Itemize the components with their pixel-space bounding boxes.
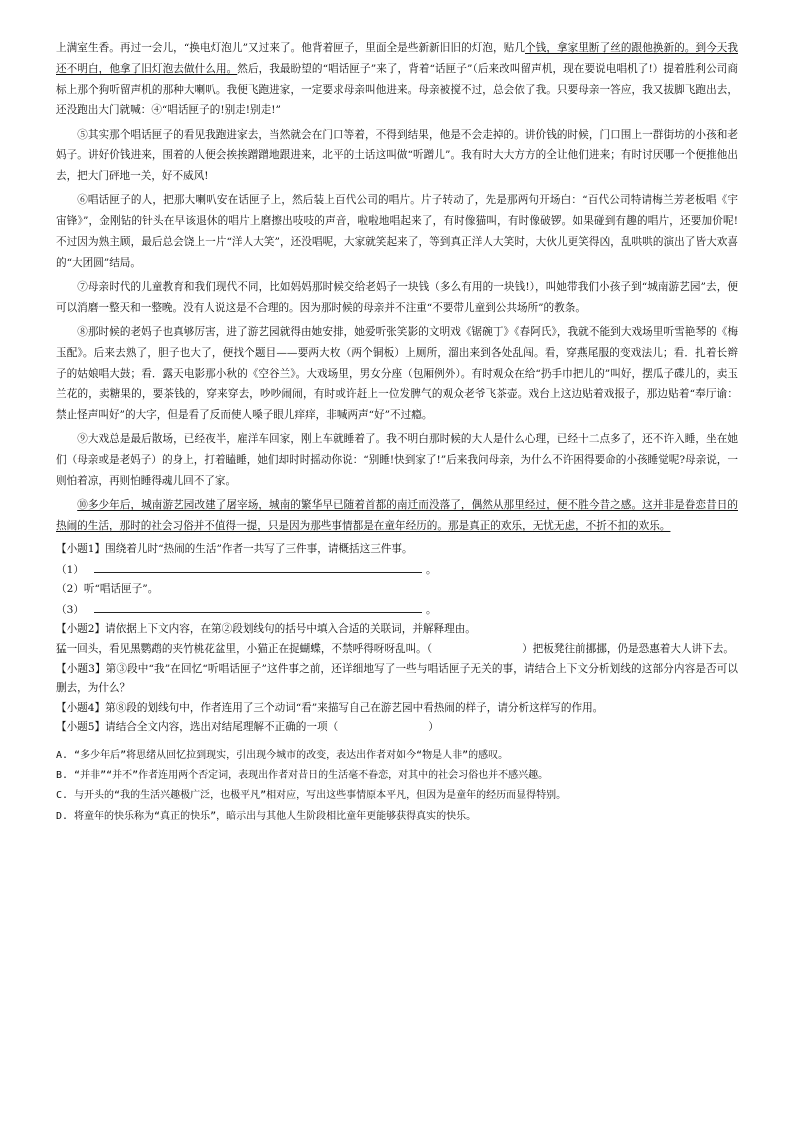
paragraph-9: ⑨大戏总是最后散场，已经夜半，雇洋车回家，刚上车就睡着了。我不明白那时候的大人是什么心理，已经十二点多了，还不许入睡，坐在她们（母亲或是老妈子）的身上，打着瞌睡，她们却时时摇动你说：“别睡!快到家了!”后来我问母亲，为什么不许困得要命的小孩睡觉呢?母亲说，一则怕着凉，再则怕睡得魂儿回不了家。: [56, 433, 738, 487]
question-5-text: 【小题5】请结合全文内容，选出对结尾理解不正确的一项（: [56, 721, 339, 734]
exam-page: [56, 38, 738, 827]
question-1-item-1: [56, 560, 738, 581]
underlined-sentence-intro: 个钱，拿家里断了丝的跟他换新的。到今天我还不明白，他拿了旧灯泡去做什么用。: [56, 42, 739, 75]
item-3-number: （3）: [56, 603, 84, 616]
intro-text-start: 上满室生香。再过一会儿，“换电灯泡儿”又过来了。他背着匣子，里面全是些新新旧旧的灯泡，贴几: [56, 42, 526, 54]
option-a[interactable]: A. “多少年后”将思绪从回忆拉到现实，引出现今城市的改变，表达出作者对如今“物是人非”的感叹。: [56, 750, 509, 761]
paragraph-5: ⑤其实那个唱话匣子的看见我跑进家去，当然就会在门口等着，不得到结果，他是不会走掉的。讲价钱的时候，门口围上一群街坊的小孩和老妈子。讲好价钱进来，围着的人便会挨挨蹭蹭地跟进来，北平的土话这叫做“听蹭儿”。我有时大大方方的全让他们进来；有时讨厌哪一个便推他出去，把大门砰地一关，好不威风!: [56, 128, 738, 183]
answer-blank-3[interactable]: [94, 600, 422, 613]
item-1-number: （1）: [56, 563, 84, 576]
reading-passage: [56, 38, 738, 537]
question-1-item-3: [56, 600, 738, 621]
paragraph-10-underlined: ⑩多少年后，城南游艺园改建了屠宰场，城南的繁华早已随着首都的南迁而没落了，偶然从那里经过，便不胜今昔之感。这并非是眷恋昔日的热闹的生活，那时的社会习俗并不值得一提，只是因为那些事情都是在童年经历的。那是真正的欢乐，无忧无虑，不折不扣的欢乐。: [56, 499, 738, 532]
question-4-title: 【小题4】第⑧段的划线句中，作者连用了三个动词“看”来描写自己在游艺园中看热闹的样子，请分析这样写的作用。: [56, 701, 604, 714]
option-c[interactable]: C. 与开头的“我的生活兴趣极广泛，也极平凡”相对应，写出这些事情原本平凡，但因为是童年的经历而显得特别。: [56, 790, 567, 802]
option-d[interactable]: D. 将童年的快乐称为“真正的快乐”，暗示出与其他人生阶段相比童年更能够获得真实的快乐。: [56, 810, 477, 822]
paragraph-8: ⑧那时候的老妈子也真够厉害，进了游艺园就得由她安排，她爱听张笑影的文明戏《锯碗丁》《春阿氏》，我就不能到大戏场里听雪艳琴的《梅玉配》。后来去熟了，胆子也大了，便找个题目——要两大枚（两个铜板）上厕所，溜出来到各处乱闯。看，穿燕尾服的变戏法儿；看．扎着长辫子的姑娘唱大鼓；看．露天电影那小秋的《空谷兰》。大戏场里，男女分座（包厢例外）。有时观众在给“扔手巾把儿的”叫好，摆瓜子碟儿的，卖玉兰花的，卖糖果的，要茶钱的，穿来穿去，吵吵闹闹，有时或许赶上一位发脾气的观众老爷飞茶壶。戏台上这边贴着戏报子，那边贴着“奉厅谕：禁止怪声叫好”的大字，但是看了反而使人嗓子眼儿痒痒，非喊两声“好”不过瘾。: [56, 325, 738, 422]
paragraph-6: ⑥唱话匣子的人，把那大喇叭安在话匣子上，然后装上百代公司的唱片。片子转动了，先是那两句开场白：“百代公司特请梅兰芳老板唱《宇宙锋》”，金刚钻的针头在早该退休的唱片上磨擦出吱吱的声音，啦啦地唱起来了，有时像猫叫，有时像破锣。如果碰到有趣的唱片，还要加价呢!不过因为熟主顾，最后总会饶上一片“洋人大笑”，还没唱呢，大家就笑起来了，等到真正洋人大笑时，大伙儿更笑得凶，乱哄哄的演出了皆大欢喜的“大团圆”结局。: [56, 194, 738, 269]
answer-blank-1[interactable]: [94, 560, 422, 573]
question-5-title: [56, 718, 738, 738]
question-3-title: 【小题3】第③段中“我”在回忆“听唱话匣子”这件事之前，还详细地写了一些与唱话匣子无关的事，请结合上下文分析划线的这部分内容是否可以删去，为什么？: [56, 662, 738, 695]
question-1-title: 【小题1】围绕着儿时“热闹的生活”作者一共写了三件事，请概括这三件事。: [56, 543, 413, 556]
paragraph-intro: [56, 38, 738, 121]
question-2-sentence-end: ）把板凳往前挪挪，仍是恐惠着大人讲下去。: [522, 643, 734, 656]
question-section: [56, 540, 738, 738]
item-1-period: 。: [425, 563, 437, 576]
question-2-title: 【小题2】请依据上下文内容，在第②段划线句的括号中填入合适的关联词，并解释理由。: [56, 623, 476, 636]
option-b[interactable]: B. “并非”“并不”作者连用两个否定词，表现出作者对昔日的生活毫不眷恋，对其中的社会习俗也并不感兴趣。: [56, 770, 549, 782]
question-5-close-bracket: ）: [428, 721, 439, 734]
question-1-item-2: （2）听“唱话匣子”。: [56, 583, 159, 596]
question-2-sentence-start: 猛一回头，看见黑鹦鹉的夹竹桃花盆里，小猫正在捉蝴蝶，不禁呼得呀呀乱叫。（: [56, 643, 433, 656]
intro-text-end: 然后，我最盼望的“唱话匣子”来了，背着“话匣子”（后来改叫留声机，现在要说电唱机了!）提着胜利公司商标上那个狗听留声机的那种大喇叭。我便飞跑进家，一定要求母亲叫他进来。母亲被搅不过，总会依了我。只要母亲一答应，我又拔脚飞跑出去，还没跑出大门就喊：④“唱话匣子的!别走!别走!”: [56, 62, 739, 117]
answer-options: [56, 746, 738, 827]
question-2-sentence: [56, 640, 738, 660]
paragraph-7: ⑦母亲时代的儿童教育和我们现代不同，比如妈妈那时候交给老妈子一块钱（多么有用的一块钱!），叫她带我们小孩子到“城南游艺园”去，便可以消磨一整天和一整晚。没有人说这是不合理的。因为那时候的母亲并不注重“不要带儿童到公共场所”的教条。: [56, 280, 738, 314]
item-3-period: 。: [425, 603, 437, 616]
